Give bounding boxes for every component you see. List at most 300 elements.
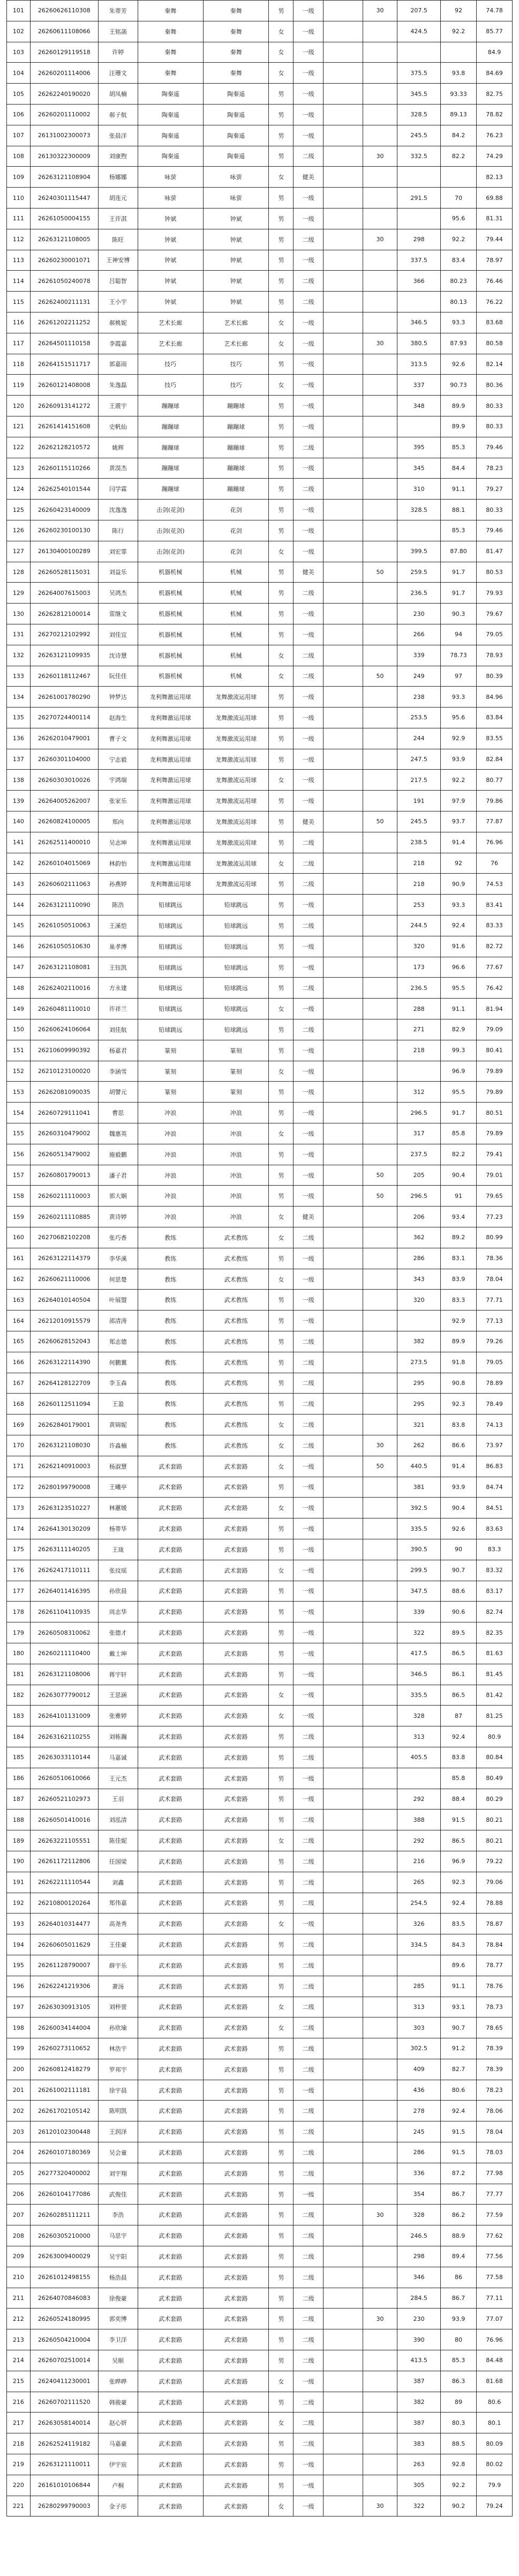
cell-score-total: 79.9 bbox=[476, 2475, 512, 2496]
cell-student-name: 雷继文 bbox=[98, 604, 138, 624]
cell-score-total: 77.58 bbox=[476, 2267, 512, 2288]
cell-score-skill: 83.1 bbox=[441, 1248, 477, 1269]
cell-level: 一级 bbox=[294, 1, 323, 21]
cell-score-skill: 91.7 bbox=[441, 562, 477, 583]
cell-bonus-b bbox=[363, 999, 397, 1019]
cell-row-index: 184 bbox=[7, 1726, 31, 1747]
cell-gender: 男 bbox=[269, 2163, 294, 2184]
cell-gender: 男 bbox=[269, 1311, 294, 1331]
cell-score-culture: 299.5 bbox=[397, 1560, 441, 1581]
cell-score-skill: 92.9 bbox=[441, 728, 477, 749]
cell-project: 冲浪 bbox=[203, 1123, 268, 1144]
cell-score-skill: 86.5 bbox=[441, 1830, 477, 1851]
cell-major: 击剑(花剑) bbox=[138, 541, 203, 562]
cell-gender: 男 bbox=[269, 1539, 294, 1560]
cell-gender: 女 bbox=[269, 1914, 294, 1934]
table-row bbox=[7, 1810, 513, 1830]
cell-score-skill: 99.3 bbox=[441, 1040, 477, 1061]
cell-project: 机械 bbox=[203, 624, 268, 645]
cell-gender: 男 bbox=[269, 1, 294, 21]
cell-score-culture bbox=[397, 292, 441, 312]
cell-bonus-a bbox=[323, 188, 363, 209]
cell-major: 冲浪 bbox=[138, 1186, 203, 1207]
cell-project: 蹦蹦球 bbox=[203, 416, 268, 437]
cell-score-skill: 90.4 bbox=[441, 1165, 477, 1186]
cell-score-culture: 245 bbox=[397, 2121, 441, 2142]
cell-project: 武术套路 bbox=[203, 1726, 268, 1747]
cell-score-total: 80.29 bbox=[476, 1789, 512, 1810]
cell-bonus-a bbox=[323, 957, 363, 978]
cell-gender: 男 bbox=[269, 1643, 294, 1664]
cell-major: 龙利舞激运用球 bbox=[138, 832, 203, 853]
cell-score-skill: 85.8 bbox=[441, 1768, 477, 1789]
cell-major: 武术套路 bbox=[138, 2038, 203, 2059]
cell-student-name: 郑伟嘉 bbox=[98, 1893, 138, 1914]
cell-score-culture: 313.5 bbox=[397, 354, 441, 375]
cell-bonus-b bbox=[363, 1331, 397, 1352]
cell-bonus-b: 30 bbox=[363, 2496, 397, 2517]
cell-score-skill: 87 bbox=[441, 1706, 477, 1726]
cell-gender: 男 bbox=[269, 1581, 294, 1602]
cell-student-name: 黄诗婷 bbox=[98, 1207, 138, 1227]
cell-bonus-a bbox=[323, 1622, 363, 1643]
cell-level: 一级 bbox=[294, 2475, 323, 2496]
cell-row-index: 135 bbox=[7, 708, 31, 728]
cell-project: 武术套路 bbox=[203, 1602, 268, 1622]
cell-row-index: 108 bbox=[7, 146, 31, 167]
cell-bonus-a bbox=[323, 1373, 363, 1394]
cell-exam-id: 26264010140504 bbox=[30, 1290, 98, 1311]
table-row bbox=[7, 104, 513, 125]
cell-bonus-a bbox=[323, 1976, 363, 1997]
cell-score-skill: 80.3 bbox=[441, 2413, 477, 2433]
cell-student-name: 郭嘉雨 bbox=[98, 354, 138, 375]
cell-major: 机器机械 bbox=[138, 604, 203, 624]
cell-bonus-a bbox=[323, 645, 363, 666]
cell-score-culture bbox=[397, 208, 441, 229]
cell-score-culture: 413.5 bbox=[397, 2350, 441, 2371]
cell-row-index: 179 bbox=[7, 1622, 31, 1643]
cell-score-culture: 335.5 bbox=[397, 1518, 441, 1539]
cell-exam-id: 26262840179001 bbox=[30, 1414, 98, 1435]
cell-exam-id: 26280299790003 bbox=[30, 2496, 98, 2517]
cell-score-total: 83.55 bbox=[476, 728, 512, 749]
cell-project: 技巧 bbox=[203, 375, 268, 396]
cell-score-culture: 286 bbox=[397, 2142, 441, 2163]
cell-student-name: 胡连元 bbox=[98, 188, 138, 209]
cell-row-index: 107 bbox=[7, 125, 31, 146]
cell-score-skill: 91.1 bbox=[441, 479, 477, 500]
cell-bonus-a bbox=[323, 1040, 363, 1061]
cell-project: 武术套路 bbox=[203, 1830, 268, 1851]
cell-student-name: 叶展盟 bbox=[98, 1290, 138, 1311]
cell-project: 陶秦遥 bbox=[203, 104, 268, 125]
cell-score-total: 78.36 bbox=[476, 1248, 512, 1269]
cell-project: 武术套路 bbox=[203, 1664, 268, 1685]
cell-gender: 男 bbox=[269, 208, 294, 229]
cell-row-index: 133 bbox=[7, 666, 31, 687]
cell-gender: 男 bbox=[269, 2475, 294, 2496]
cell-score-culture: 263 bbox=[397, 2454, 441, 2475]
cell-student-name: 郭大娴 bbox=[98, 1186, 138, 1207]
cell-bonus-b bbox=[363, 2038, 397, 2059]
table-row bbox=[7, 604, 513, 624]
table-row bbox=[7, 1103, 513, 1123]
cell-bonus-b bbox=[363, 1789, 397, 1810]
cell-bonus-b bbox=[363, 1269, 397, 1290]
cell-project: 龙舞激流运用球 bbox=[203, 874, 268, 895]
cell-row-index: 198 bbox=[7, 2017, 31, 2038]
cell-gender: 男 bbox=[269, 1019, 294, 1040]
cell-score-culture: 230 bbox=[397, 2309, 441, 2329]
cell-row-index: 153 bbox=[7, 1082, 31, 1103]
cell-level: 二级 bbox=[294, 479, 323, 500]
cell-score-culture: 296.5 bbox=[397, 1186, 441, 1207]
cell-exam-id: 26264011416395 bbox=[30, 1581, 98, 1602]
cell-gender: 女 bbox=[269, 1997, 294, 2017]
cell-bonus-b bbox=[363, 2288, 397, 2309]
cell-major: 武术套路 bbox=[138, 1830, 203, 1851]
table-row bbox=[7, 1498, 513, 1518]
cell-row-index: 106 bbox=[7, 104, 31, 125]
cell-bonus-a bbox=[323, 1311, 363, 1331]
cell-score-total: 80.39 bbox=[476, 666, 512, 687]
cell-project: 龙舞激流运用球 bbox=[203, 832, 268, 853]
cell-bonus-a bbox=[323, 2163, 363, 2184]
table-row bbox=[7, 520, 513, 541]
cell-level: 一级 bbox=[294, 1186, 323, 1207]
cell-level: 二级 bbox=[294, 2288, 323, 2309]
cell-project: 武术套路 bbox=[203, 2309, 268, 2329]
cell-bonus-a bbox=[323, 1144, 363, 1165]
cell-major: 武术套路 bbox=[138, 2496, 203, 2517]
cell-major: 钟斌 bbox=[138, 229, 203, 250]
cell-score-total: 78.82 bbox=[476, 104, 512, 125]
cell-student-name: 陈浩 bbox=[98, 895, 138, 915]
cell-project: 武术套路 bbox=[203, 1518, 268, 1539]
cell-exam-id: 26260211110400 bbox=[30, 1643, 98, 1664]
cell-bonus-a bbox=[323, 1414, 363, 1435]
cell-bonus-b: 30 bbox=[363, 1, 397, 21]
cell-score-skill: 92.2 bbox=[441, 770, 477, 791]
cell-score-culture: 259.5 bbox=[397, 562, 441, 583]
cell-score-culture: 390.5 bbox=[397, 1539, 441, 1560]
cell-score-culture: 237.5 bbox=[397, 1144, 441, 1165]
table-row bbox=[7, 957, 513, 978]
cell-major: 冲浪 bbox=[138, 1207, 203, 1227]
cell-score-skill: 78.73 bbox=[441, 645, 477, 666]
cell-exam-id: 26260812418279 bbox=[30, 2059, 98, 2080]
cell-score-culture: 292 bbox=[397, 1830, 441, 1851]
cell-project: 武术套路 bbox=[203, 2059, 268, 2080]
cell-major: 武术套路 bbox=[138, 2184, 203, 2205]
cell-row-index: 218 bbox=[7, 2433, 31, 2454]
cell-student-name: 卢桐 bbox=[98, 2475, 138, 2496]
cell-project: 龙舞激流运用球 bbox=[203, 853, 268, 874]
cell-score-skill: 93.3 bbox=[441, 312, 477, 333]
cell-bonus-b bbox=[363, 292, 397, 312]
cell-project: 武术套路 bbox=[203, 2163, 268, 2184]
cell-score-total: 77.56 bbox=[476, 2246, 512, 2267]
cell-student-name: 许祥兰 bbox=[98, 999, 138, 1019]
cell-score-culture: 230 bbox=[397, 604, 441, 624]
cell-major: 武术套路 bbox=[138, 1726, 203, 1747]
cell-gender: 女 bbox=[269, 666, 294, 687]
cell-score-total: 69.88 bbox=[476, 188, 512, 209]
cell-score-culture: 247.5 bbox=[397, 749, 441, 770]
cell-student-name: 李玉森 bbox=[98, 1373, 138, 1394]
cell-score-skill: 85.3 bbox=[441, 520, 477, 541]
cell-score-total: 80.33 bbox=[476, 396, 512, 416]
cell-student-name: 王铭菡 bbox=[98, 21, 138, 42]
cell-exam-id: 26263077790012 bbox=[30, 1685, 98, 1706]
cell-bonus-a bbox=[323, 1789, 363, 1810]
cell-level: 二级 bbox=[294, 1373, 323, 1394]
cell-project: 龙舞激流运用球 bbox=[203, 791, 268, 811]
cell-exam-id: 26260104015069 bbox=[30, 853, 98, 874]
cell-project: 秦舞 bbox=[203, 1, 268, 21]
cell-gender: 男 bbox=[269, 2101, 294, 2121]
cell-gender: 男 bbox=[269, 1726, 294, 1747]
cell-bonus-b bbox=[363, 437, 397, 458]
cell-exam-id: 26264151511717 bbox=[30, 354, 98, 375]
cell-score-skill: 92.9 bbox=[441, 1311, 477, 1331]
cell-score-skill: 86.5 bbox=[441, 1643, 477, 1664]
cell-score-total: 80.58 bbox=[476, 333, 512, 354]
cell-level: 一级 bbox=[294, 1643, 323, 1664]
cell-project: 武术教练 bbox=[203, 1269, 268, 1290]
cell-score-culture: 388 bbox=[397, 1810, 441, 1830]
cell-row-index: 151 bbox=[7, 1040, 31, 1061]
cell-score-culture: 173 bbox=[397, 957, 441, 978]
cell-gender: 男 bbox=[269, 1290, 294, 1311]
cell-major: 教练 bbox=[138, 1414, 203, 1435]
cell-row-index: 216 bbox=[7, 2392, 31, 2413]
cell-exam-id: 26277320400002 bbox=[30, 2163, 98, 2184]
cell-major: 龙利舞激运用球 bbox=[138, 853, 203, 874]
cell-gender: 男 bbox=[269, 146, 294, 167]
cell-gender: 女 bbox=[269, 1123, 294, 1144]
cell-exam-id: 26260285111211 bbox=[30, 2205, 98, 2225]
cell-major: 武术套路 bbox=[138, 2059, 203, 2080]
cell-gender: 男 bbox=[269, 250, 294, 271]
cell-bonus-b bbox=[363, 645, 397, 666]
cell-score-skill: 84.3 bbox=[441, 1934, 477, 1955]
cell-score-skill: 89.2 bbox=[441, 1227, 477, 1248]
cell-bonus-a bbox=[323, 2329, 363, 2350]
cell-project: 铅球跳远 bbox=[203, 895, 268, 915]
cell-project: 武术教练 bbox=[203, 1435, 268, 1456]
cell-score-total: 76.46 bbox=[476, 271, 512, 292]
cell-score-culture: 218 bbox=[397, 874, 441, 895]
cell-score-total: 80.49 bbox=[476, 1768, 512, 1789]
cell-bonus-b bbox=[363, 957, 397, 978]
cell-bonus-a bbox=[323, 1872, 363, 1893]
cell-score-culture: 335.5 bbox=[397, 1685, 441, 1706]
cell-bonus-a bbox=[323, 1103, 363, 1123]
cell-level: 一级 bbox=[294, 42, 323, 63]
cell-major: 武术套路 bbox=[138, 2309, 203, 2329]
cell-project: 铅球跳远 bbox=[203, 1019, 268, 1040]
cell-gender: 女 bbox=[269, 1207, 294, 1227]
cell-exam-id: 26263121108904 bbox=[30, 167, 98, 188]
cell-gender: 男 bbox=[269, 957, 294, 978]
cell-bonus-b bbox=[363, 1768, 397, 1789]
cell-major: 艺术长廊 bbox=[138, 312, 203, 333]
cell-score-skill: 80.13 bbox=[441, 292, 477, 312]
cell-major: 蹦蹦球 bbox=[138, 479, 203, 500]
cell-bonus-a bbox=[323, 1477, 363, 1498]
cell-student-name: 王思涵 bbox=[98, 1685, 138, 1706]
cell-gender: 女 bbox=[269, 1560, 294, 1581]
cell-level: 二级 bbox=[294, 2309, 323, 2329]
cell-level: 二级 bbox=[294, 1019, 323, 1040]
cell-score-culture: 320 bbox=[397, 1290, 441, 1311]
cell-row-index: 174 bbox=[7, 1518, 31, 1539]
cell-score-culture: 278 bbox=[397, 2101, 441, 2121]
cell-score-culture: 382 bbox=[397, 2392, 441, 2413]
cell-exam-id: 26210609990392 bbox=[30, 1040, 98, 1061]
cell-gender: 男 bbox=[269, 292, 294, 312]
table-row bbox=[7, 1518, 513, 1539]
cell-exam-id: 26263122114390 bbox=[30, 1352, 98, 1373]
cell-project: 花剑 bbox=[203, 500, 268, 520]
cell-exam-id: 26262417110111 bbox=[30, 1560, 98, 1581]
cell-student-name: 高尧秀 bbox=[98, 1914, 138, 1934]
table-row bbox=[7, 2246, 513, 2267]
cell-bonus-b bbox=[363, 2454, 397, 2475]
cell-student-name: 王神安博 bbox=[98, 250, 138, 271]
table-row bbox=[7, 42, 513, 63]
cell-row-index: 208 bbox=[7, 2225, 31, 2246]
cell-major: 武术套路 bbox=[138, 1934, 203, 1955]
cell-project: 艺术长廊 bbox=[203, 333, 268, 354]
cell-bonus-a bbox=[323, 1456, 363, 1477]
cell-level: 一级 bbox=[294, 2371, 323, 2392]
cell-bonus-a bbox=[323, 2205, 363, 2225]
table-row bbox=[7, 354, 513, 375]
cell-gender: 男 bbox=[269, 1331, 294, 1352]
cell-score-culture bbox=[397, 1311, 441, 1331]
cell-gender: 女 bbox=[269, 1435, 294, 1456]
cell-level: 二级 bbox=[294, 1435, 323, 1456]
cell-row-index: 164 bbox=[7, 1311, 31, 1331]
cell-level: 二级 bbox=[294, 229, 323, 250]
cell-major: 铅球跳远 bbox=[138, 999, 203, 1019]
cell-gender: 男 bbox=[269, 188, 294, 209]
cell-level: 一级 bbox=[294, 1477, 323, 1498]
cell-bonus-a bbox=[323, 1498, 363, 1518]
cell-gender: 女 bbox=[269, 2371, 294, 2392]
cell-score-total: 77.87 bbox=[476, 811, 512, 832]
cell-score-culture: 295 bbox=[397, 1373, 441, 1394]
cell-student-name: 张巧香 bbox=[98, 1227, 138, 1248]
cell-student-name: 杨浩晨 bbox=[98, 2267, 138, 2288]
cell-student-name: 郝桃妮 bbox=[98, 312, 138, 333]
cell-major: 龙利舞激运用球 bbox=[138, 708, 203, 728]
cell-bonus-b bbox=[363, 978, 397, 999]
cell-exam-id: 26260628152043 bbox=[30, 1331, 98, 1352]
cell-score-total: 80.21 bbox=[476, 1830, 512, 1851]
cell-score-total: 79.93 bbox=[476, 583, 512, 604]
cell-major: 武术套路 bbox=[138, 1477, 203, 1498]
cell-student-name: 杨嘉君 bbox=[98, 1040, 138, 1061]
cell-gender: 男 bbox=[269, 1103, 294, 1123]
cell-gender: 男 bbox=[269, 416, 294, 437]
cell-bonus-b bbox=[363, 1726, 397, 1747]
cell-row-index: 122 bbox=[7, 437, 31, 458]
cell-student-name: 郭奕博 bbox=[98, 2309, 138, 2329]
cell-level: 一级 bbox=[294, 458, 323, 479]
cell-level: 二级 bbox=[294, 2329, 323, 2350]
cell-bonus-a bbox=[323, 687, 363, 708]
cell-project: 龙舞激流运用球 bbox=[203, 811, 268, 832]
cell-project: 武术套路 bbox=[203, 1498, 268, 1518]
cell-bonus-b bbox=[363, 1560, 397, 1581]
cell-bonus-b bbox=[363, 1373, 397, 1394]
table-row bbox=[7, 791, 513, 811]
cell-score-total: 78.06 bbox=[476, 2101, 512, 2121]
cell-student-name: 钟梦达 bbox=[98, 687, 138, 708]
cell-level: 二级 bbox=[294, 2225, 323, 2246]
cell-project: 武术套路 bbox=[203, 2246, 268, 2267]
cell-row-index: 137 bbox=[7, 749, 31, 770]
cell-row-index: 206 bbox=[7, 2184, 31, 2205]
cell-student-name: 林浩宇 bbox=[98, 2038, 138, 2059]
cell-bonus-b bbox=[363, 1664, 397, 1685]
cell-score-skill: 88.1 bbox=[441, 500, 477, 520]
cell-project: 机械 bbox=[203, 562, 268, 583]
cell-bonus-a bbox=[323, 1435, 363, 1456]
table-row bbox=[7, 708, 513, 728]
cell-row-index: 147 bbox=[7, 957, 31, 978]
cell-score-culture: 366 bbox=[397, 271, 441, 292]
cell-score-total: 85.77 bbox=[476, 21, 512, 42]
cell-score-total: 77.67 bbox=[476, 957, 512, 978]
cell-gender: 男 bbox=[269, 2205, 294, 2225]
cell-bonus-b bbox=[363, 42, 397, 63]
cell-major: 陶秦遥 bbox=[138, 146, 203, 167]
cell-score-total: 79.41 bbox=[476, 1144, 512, 1165]
cell-score-total: 78.03 bbox=[476, 2142, 512, 2163]
cell-bonus-b bbox=[363, 1643, 397, 1664]
cell-level: 二级 bbox=[294, 271, 323, 292]
cell-bonus-b bbox=[363, 1061, 397, 1082]
cell-gender: 男 bbox=[269, 2267, 294, 2288]
cell-project: 陶秦遥 bbox=[203, 84, 268, 105]
cell-score-skill: 82.2 bbox=[441, 1144, 477, 1165]
cell-level: 二级 bbox=[294, 437, 323, 458]
cell-score-culture: 328.5 bbox=[397, 500, 441, 520]
cell-level: 二级 bbox=[294, 2142, 323, 2163]
cell-gender: 男 bbox=[269, 1851, 294, 1872]
cell-score-total: 80.51 bbox=[476, 1103, 512, 1123]
cell-level: 一级 bbox=[294, 1082, 323, 1103]
cell-bonus-b bbox=[363, 208, 397, 229]
cell-score-skill: 80.23 bbox=[441, 271, 477, 292]
cell-bonus-b bbox=[363, 1248, 397, 1269]
cell-exam-id: 26261002111181 bbox=[30, 2080, 98, 2101]
cell-level: 一级 bbox=[294, 84, 323, 105]
cell-level: 一级 bbox=[294, 250, 323, 271]
cell-gender: 男 bbox=[269, 2309, 294, 2329]
cell-project: 武术套路 bbox=[203, 1539, 268, 1560]
cell-level: 一级 bbox=[294, 1311, 323, 1331]
cell-score-culture: 339 bbox=[397, 645, 441, 666]
cell-bonus-a bbox=[323, 2059, 363, 2080]
cell-level: 一级 bbox=[294, 188, 323, 209]
cell-major: 武术套路 bbox=[138, 1664, 203, 1685]
